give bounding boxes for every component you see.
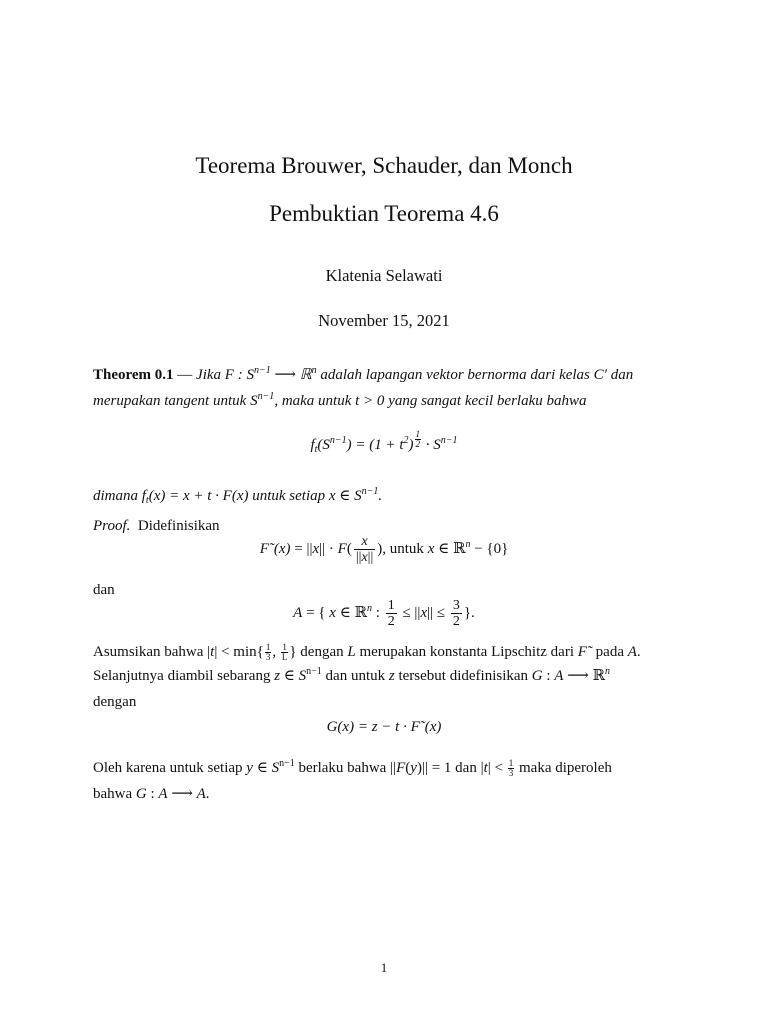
proof-paragraph-3: Oleh karena untuk setiap y ∈ $S^{n-1}$ berlaku bahwa ||F(y)|| = 1 dan |t| < $\frac{1}{3}$ maka diperoleh bahwa G : A ⟶ A.	[93, 758, 612, 802]
para1-d: pada	[591, 644, 628, 660]
where-mid: untuk setiap	[248, 488, 329, 504]
proof-equation-2: A = { x ∈ ℝ$^n$ : $\frac{1}{2}$ ≤ ||x|| ≤ $\frac{3}{2}$ }.	[293, 598, 475, 629]
para3-d: maka diperoleh	[515, 760, 612, 776]
theorem-text-e: , maka untuk	[274, 393, 356, 409]
para2-b: dan untuk	[321, 668, 389, 684]
document-date: November 15, 2021	[318, 311, 450, 330]
para1-c: merupakan konstanta Lipschitz dari	[355, 644, 578, 660]
document-title: Teorema Brouwer, Schauder, dan Monch	[195, 153, 573, 178]
proof-equation-3: G(x) = z − t · F˜(x)	[326, 719, 442, 735]
theorem-text-c: dan	[606, 367, 634, 383]
theorem-where: dimana $f_t(x) = x + t \cdot F(x)$ untuk setiap x ∈ $S^{n-1}$.	[93, 486, 383, 506]
proof-and: dan	[93, 582, 115, 598]
theorem-text-a: Jika	[196, 367, 225, 383]
para1-b: dengan	[296, 644, 348, 660]
theorem-text-f: yang sangat kecil berlaku bahwa	[384, 393, 587, 409]
proof-intro-text: Didefinisikan	[137, 518, 220, 534]
page-number: 1	[380, 960, 388, 975]
author-name: Klatenia Selawati	[325, 266, 443, 285]
proof-equation-1: F˜(x) = ||x|| · F( $\frac{x}{||x||}$ ), untuk x ∈ ℝ$^n$ − {0}	[259, 534, 509, 565]
theorem-text-b: adalah lapangan vektor bernorma dari kelas	[316, 367, 594, 383]
para2-d: dengan	[93, 694, 137, 710]
para4-a: bahwa	[93, 786, 136, 802]
para3-c: dan	[451, 760, 481, 776]
para1-a: Asumsikan bahwa	[93, 644, 208, 660]
para3-a: Oleh karena untuk setiap	[93, 760, 247, 776]
theorem-label: Theorem 0.1	[93, 367, 174, 383]
theorem-text-d: merupakan tangent untuk	[93, 393, 251, 409]
para3-b: berlaku bahwa	[294, 760, 391, 776]
where-text: dimana	[93, 488, 142, 504]
para2-a: Selanjutnya diambil sebarang	[93, 668, 275, 684]
where-end: .	[378, 488, 383, 504]
para2-c: tersebut didefinisikan	[394, 668, 532, 684]
eq1-text: untuk	[389, 540, 424, 557]
theorem-equation: $f_t(S^{n-1}) = (1 + t^2)$ $\frac{1}{2}$ · $S^{n-1}$	[310, 429, 458, 455]
proof-label: Proof.	[93, 518, 131, 534]
theorem-dash: —	[177, 367, 193, 383]
document-subtitle: Pembuktian Teorema 4.6	[269, 201, 499, 226]
theorem-block: Theorem 0.1 — Jika F : $S^{n-1}$ ⟶ ℝ$^n$ adalah lapangan vektor bernorma dari kelas C′ dan merupakan tangent untuk $S^{n-1}$, maka untuk t > 0 yang sangat kecil berlaku bahwa	[93, 365, 634, 409]
proof-paragraph-1: Asumsikan bahwa |t| < min{ $\frac{1}{3}$ , $\frac{1}{L}$ } dengan L merupakan konstanta Lipschitz dari F˜ pada A. Selanjutnya diambil sebarang z ∈ $S^{n-1}$ dan untuk z tersebut didefinisikan G : A ⟶ ℝ$^n$ dengan	[93, 642, 641, 710]
